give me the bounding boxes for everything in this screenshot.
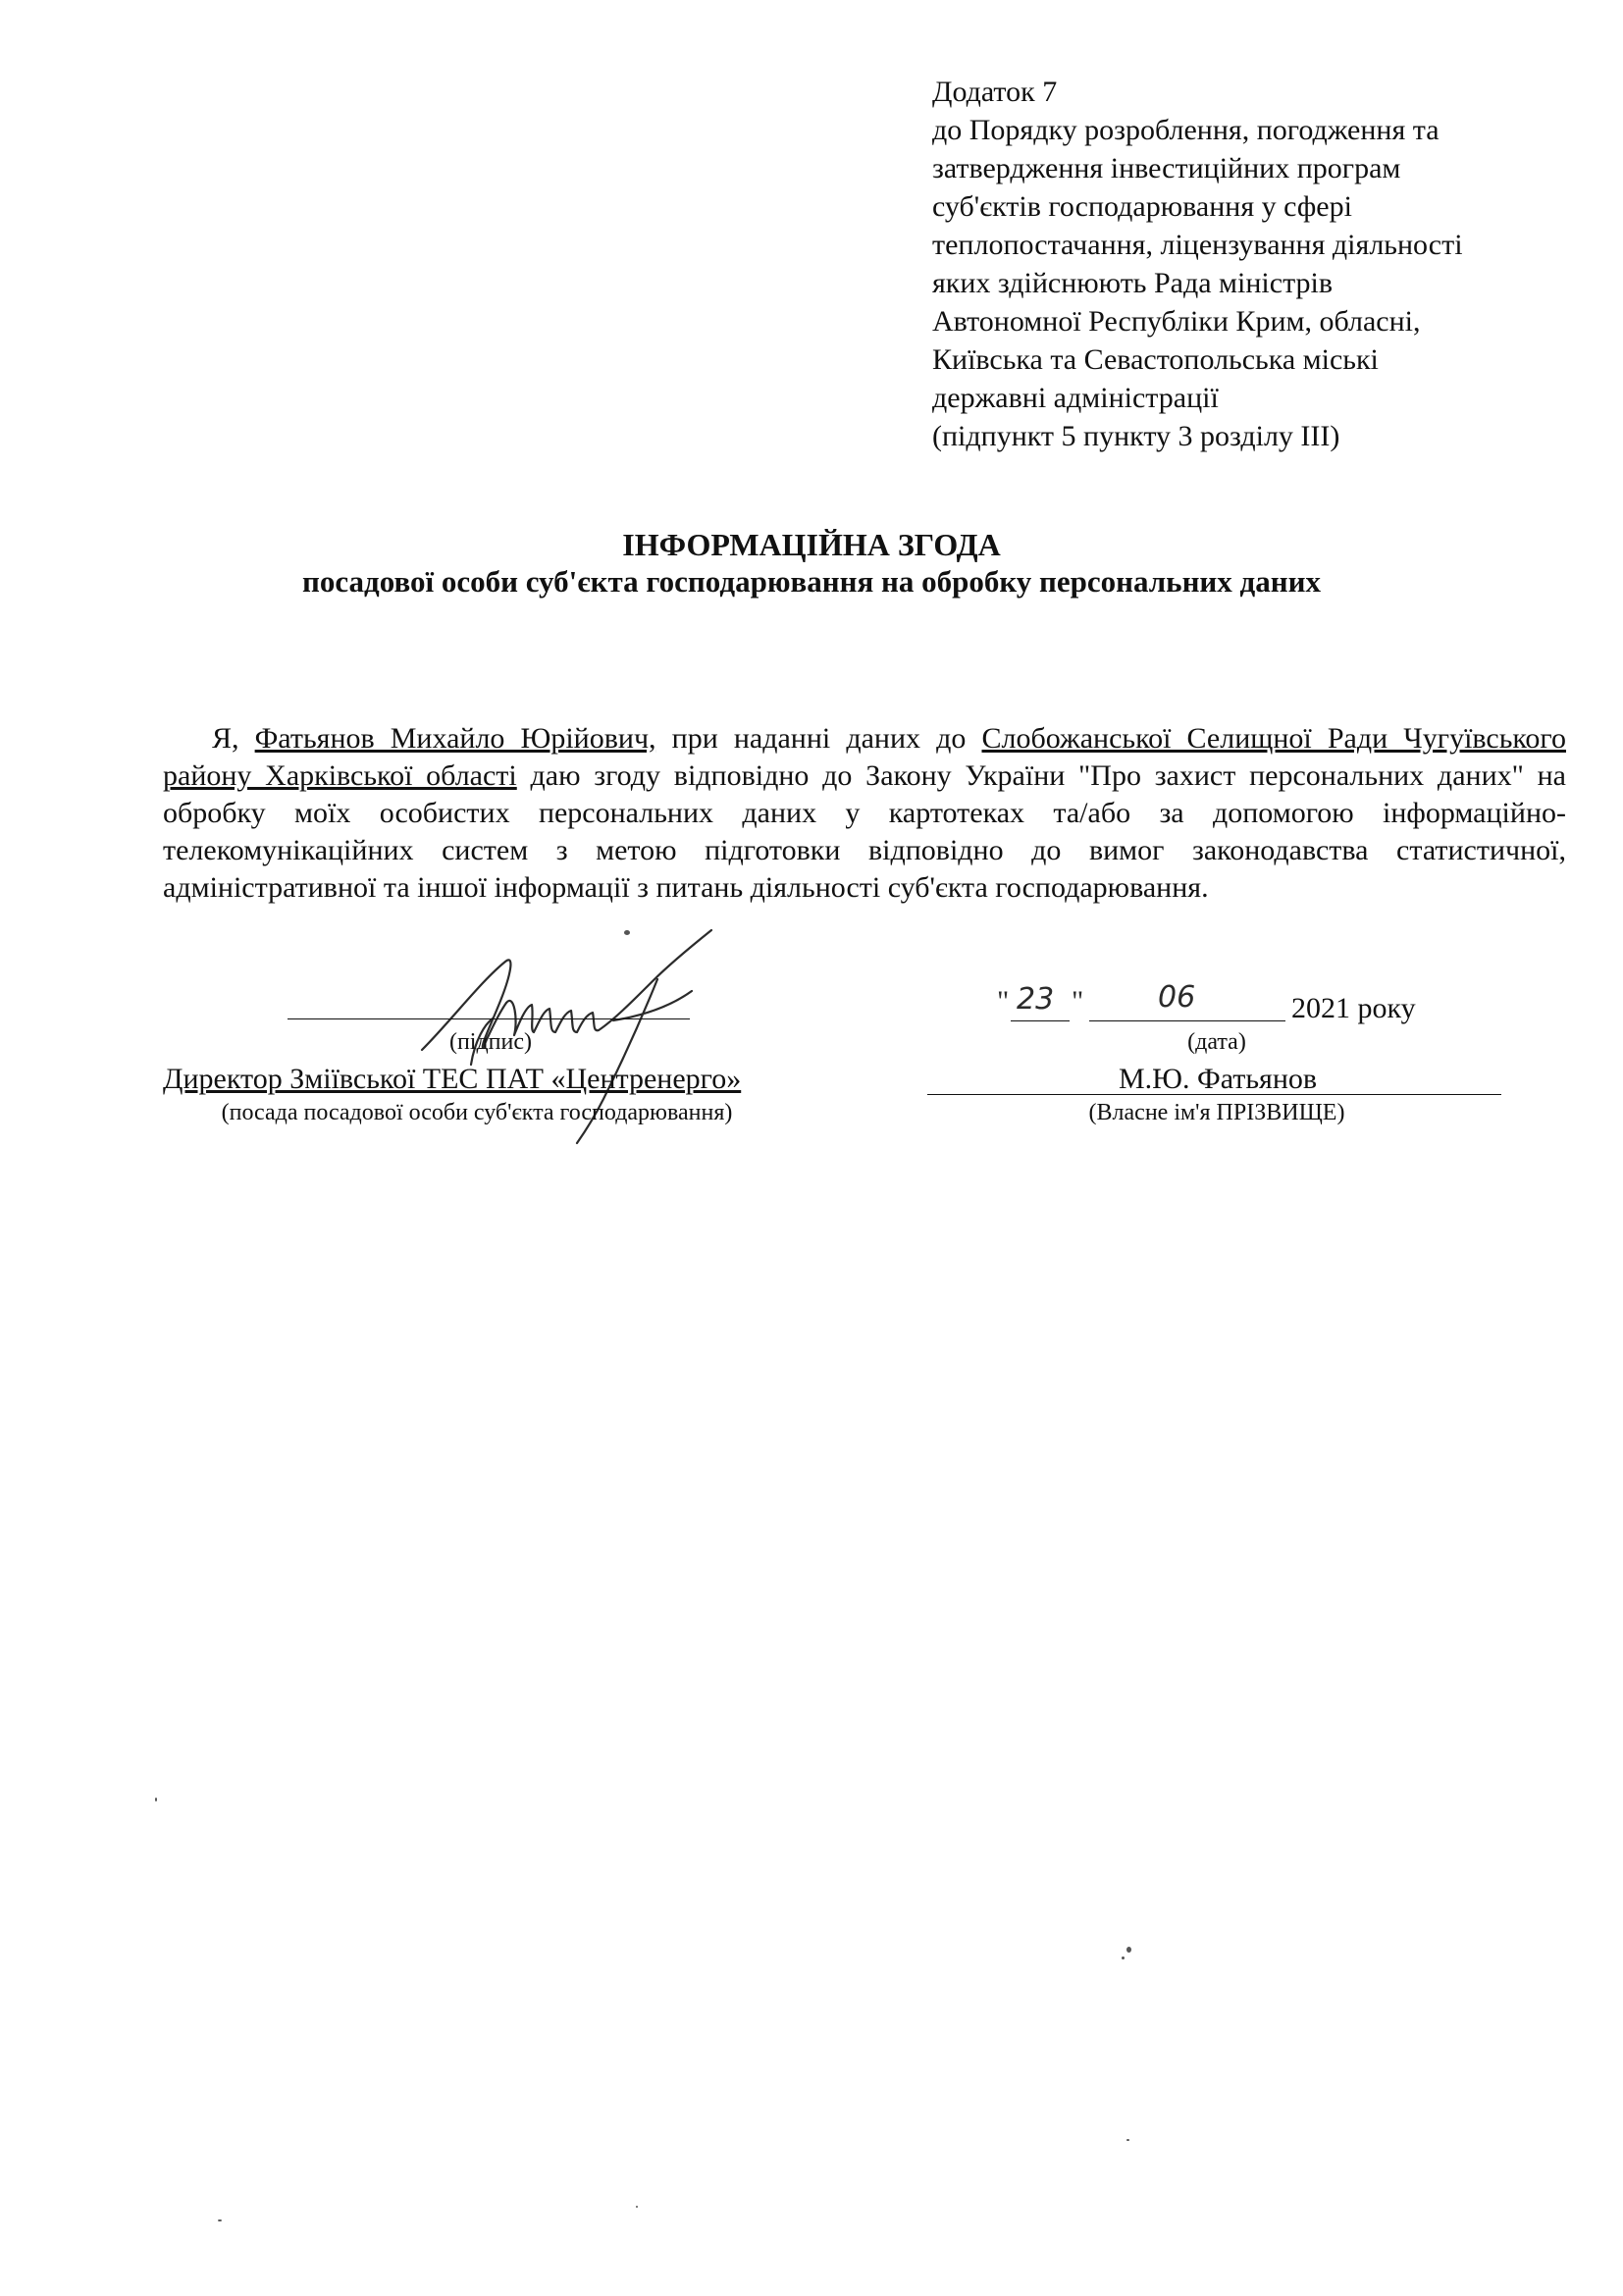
annex-line: Автономної Республіки Крим, обласні, <box>932 305 1421 338</box>
scan-speck <box>155 1798 157 1801</box>
annex-header <box>932 73 1560 455</box>
scan-speck <box>1122 1957 1125 1959</box>
annex-line: затвердження інвестиційних програм <box>932 152 1401 184</box>
date-year-text: 2021 року <box>1291 992 1416 1024</box>
annex-line: (підпункт 5 пункту 3 розділу III) <box>932 420 1340 452</box>
date-close-quote: " <box>1072 985 1084 1018</box>
date-caption: (дата) <box>1187 1029 1246 1055</box>
title-subtitle: посадової особи суб'єкта господарювання на обробку персональних даних <box>302 564 1321 599</box>
position-field: Директор Зміївської ТЕС ПАТ «Центренерго» <box>163 1063 742 1095</box>
consent-text-part-2: при наданні даних до <box>655 722 982 755</box>
annex-line: державні адміністрації <box>932 382 1219 414</box>
consent-text-part-1: Я, <box>212 722 255 755</box>
document-title <box>0 524 1623 602</box>
annex-line: Додаток 7 <box>932 76 1058 108</box>
annex-line: теплопостачання, ліцензування діяльності <box>932 229 1463 261</box>
consent-text-part-3: даю згоду відповідно до Закону України "Про захист персональних даних" на обробку моїх особистих персональних даних у картотеках та/або за допомогою інформаційно-телекомунікаційних систем з метою підготовки відповідно до вимог законодавства статистичної, адміністративної та іншої інформації з питань діяльності суб'єкта господарювання. <box>163 759 1566 904</box>
date-day-line <box>1011 1020 1070 1021</box>
annex-line: до Порядку розроблення, погодження та <box>932 114 1440 146</box>
annex-line: яких здійснюють Рада міністрів <box>932 267 1334 299</box>
name-line <box>927 1094 1501 1095</box>
consent-paragraph <box>163 720 1566 907</box>
annex-line: суб'єктів господарювання у сфері <box>932 190 1352 223</box>
person-name-field: Фатьянов Михайло Юрійович, <box>254 722 656 755</box>
position-caption: (посада посадової особи суб'єкта господарювання) <box>221 1100 733 1125</box>
scan-speck <box>636 2206 638 2208</box>
scan-speck <box>624 930 630 935</box>
scan-speck <box>218 2219 222 2221</box>
name-caption: (Власне ім'я ПРІЗВИЩЕ) <box>1088 1100 1345 1125</box>
scan-speck <box>1126 1947 1131 1953</box>
name-field: М.Ю. Фатьянов <box>1119 1063 1318 1095</box>
date-month-value: 06 <box>1158 980 1196 1015</box>
signature-line <box>288 1018 690 1019</box>
date-month-line <box>1089 1020 1285 1021</box>
date-day-value: 23 <box>1017 982 1055 1017</box>
title-main: ІНФОРМАЦІЙНА ЗГОДА <box>622 527 1001 562</box>
scan-speck <box>1126 2139 1129 2141</box>
date-open-quote: " <box>997 985 1010 1018</box>
organization-field: Слобожанської Селищної Ради Чугуївського району Харківської області <box>163 722 1566 792</box>
signature-caption: (підпис) <box>448 1029 533 1055</box>
annex-line: Київська та Севастопольська міські <box>932 343 1379 376</box>
